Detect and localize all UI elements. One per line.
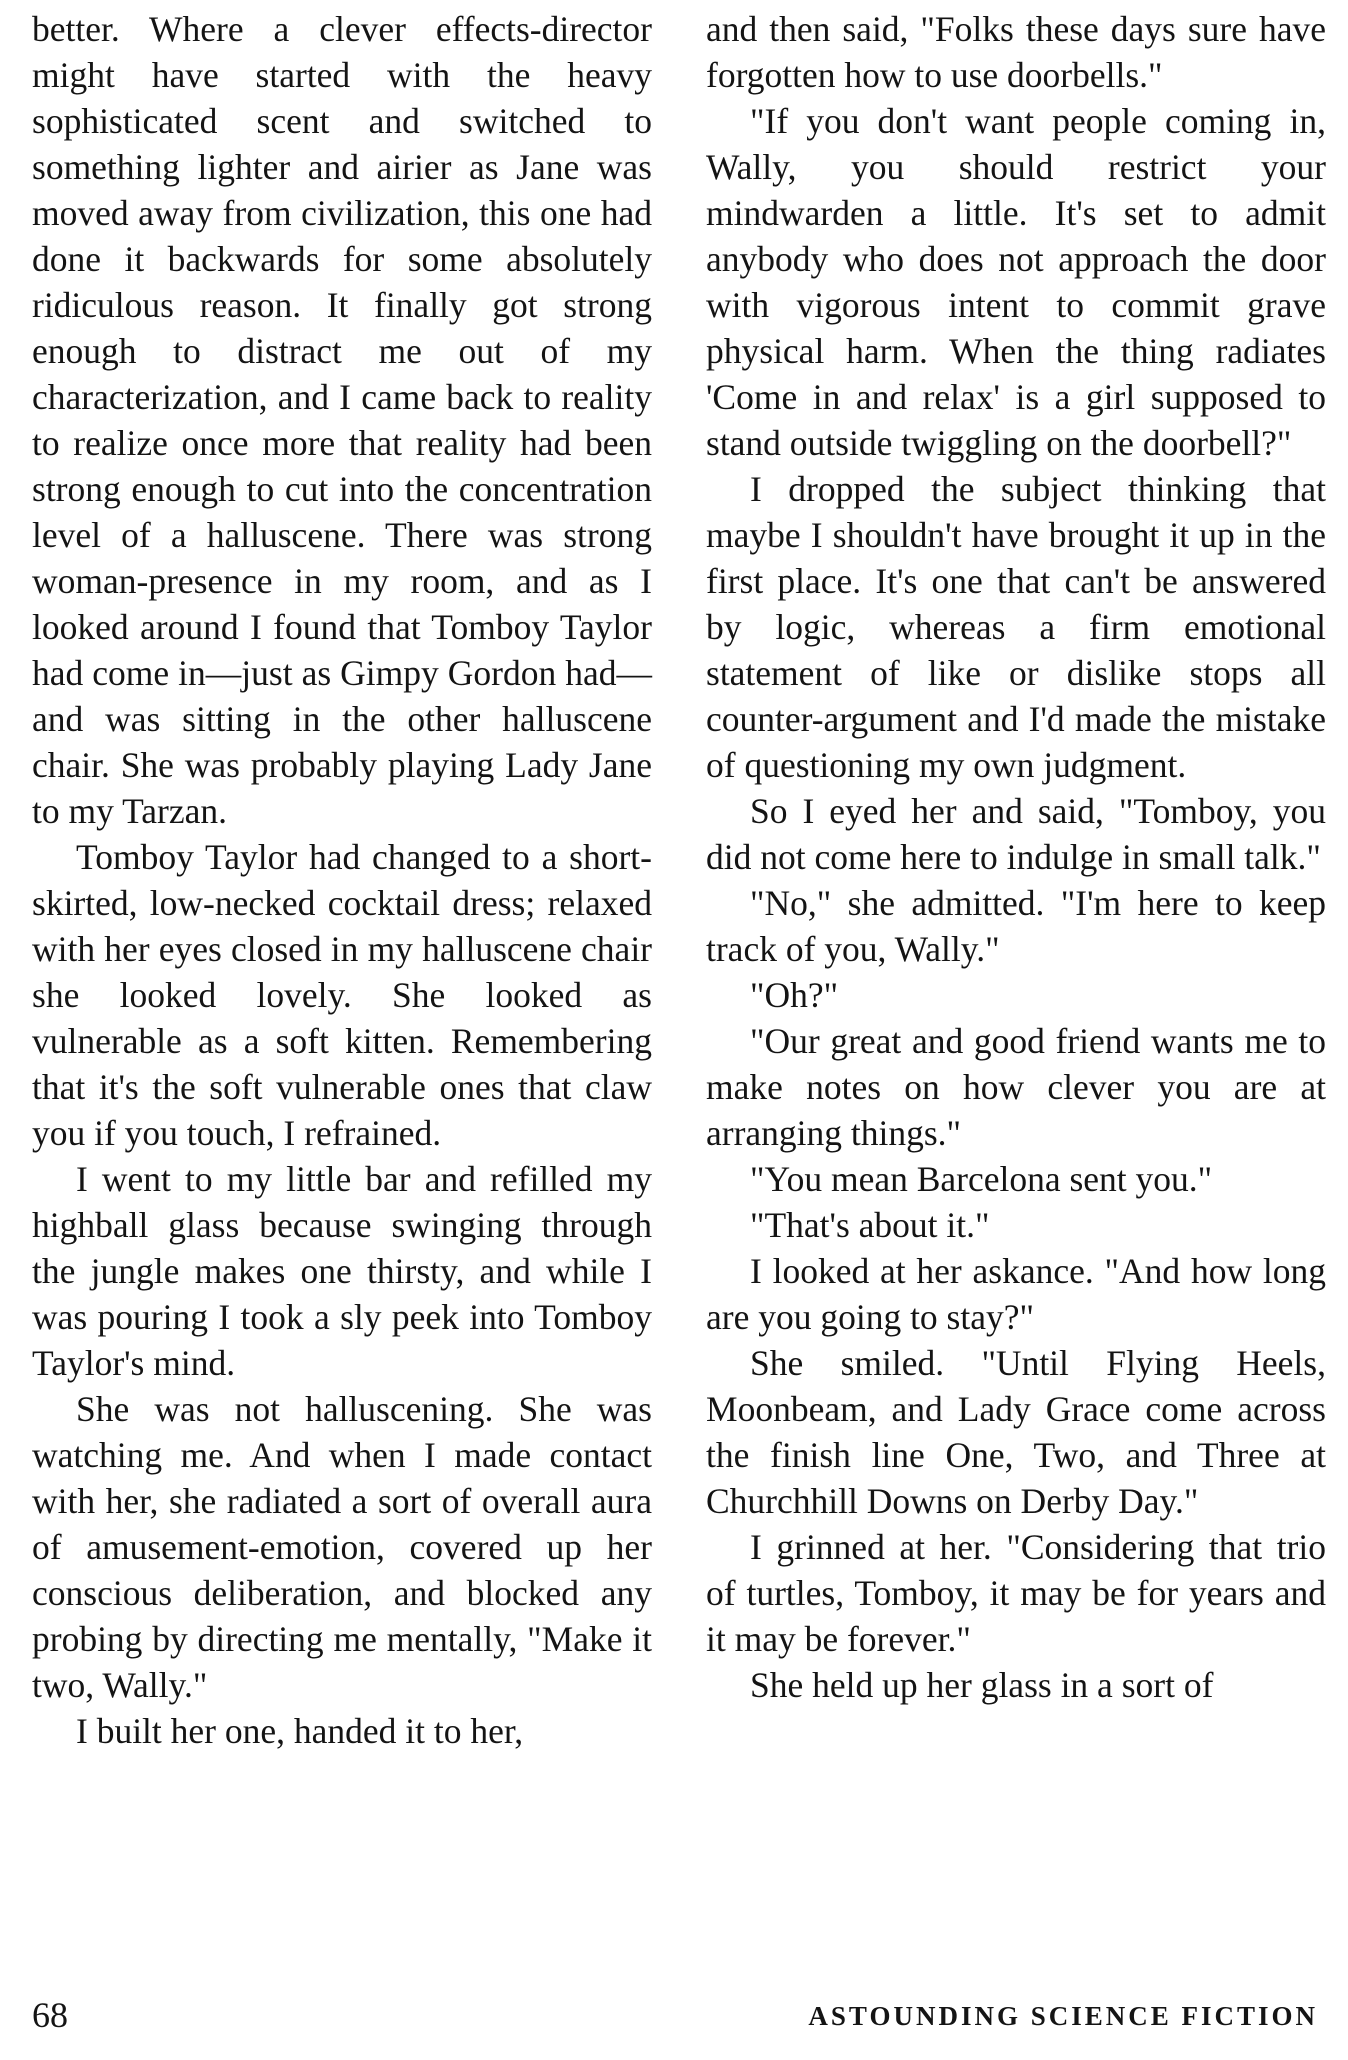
paragraph: I looked at her askance. "And how long are you going to stay?": [706, 1251, 1326, 1337]
page-footer: [0, 1992, 1348, 2042]
paragraph: better. Where a clever effects-director might have started with the heavy sophisticated scent and switched to something lighter and airier as Jane was moved away from civilization, this one had done it backwards for some absolutely ridiculous reason. It finally got strong enough to distract me out of my characterization, and I came back to reality to realize once more that reality had been strong enough to cut into the concentration level of a halluscene. There was strong woman-presence in my room, and as I looked around I found that Tomboy Taylor had come in—just as Gimpy Gordon had—and was sitting in the other halluscene chair. She was probably playing Lady Jane to my Tarzan.: [32, 9, 652, 831]
right-column: [706, 6, 1326, 1708]
paragraph: "Oh?": [750, 975, 839, 1015]
paragraph: She held up her glass in a sort of: [750, 1665, 1214, 1705]
paragraph: I went to my little bar and refilled my highball glass because swinging through the jungle makes one thirsty, and while I was pouring I took a sly peek into Tomboy Taylor's mind.: [32, 1159, 652, 1383]
paragraph: She was not halluscening. She was watching me. And when I made contact with her, she radiated a sort of overall aura of amusement-emotion, covered up her conscious deliberation, and blocked any probing by directing me mentally, "Make it two, Wally.": [32, 1389, 652, 1705]
paragraph: and then said, "Folks these days sure have forgotten how to use doorbells.": [706, 9, 1326, 95]
page-number: 68: [32, 1995, 68, 2035]
paragraph: Tomboy Taylor had changed to a short-skirted, low-necked cocktail dress; relaxed with her eyes closed in my halluscene chair she looked lovely. She looked as vulnerable as a soft kitten. Remembering that it's the soft vulnerable ones that claw you if you touch, I refrained.: [32, 837, 652, 1153]
left-column: [32, 6, 652, 1754]
paragraph: "You mean Barcelona sent you.": [750, 1159, 1213, 1199]
paragraph: I built her one, handed it to her,: [76, 1711, 524, 1751]
paragraph: "That's about it.": [750, 1205, 990, 1245]
running-title: ASTOUNDING SCIENCE FICTION: [808, 2001, 1318, 2031]
paragraph: So I eyed her and said, "Tomboy, you did not come here to indulge in small talk.": [706, 791, 1326, 877]
paragraph: I grinned at her. "Considering that trio of turtles, Tomboy, it may be for years and it may be forever.": [706, 1527, 1326, 1659]
paragraph: I dropped the subject thinking that maybe I shouldn't have brought it up in the first place. It's one that can't be answered by logic, whereas a firm emotional statement of like or dislike stops all counter-argument and I'd made the mistake of questioning my own judgment.: [706, 469, 1326, 785]
paragraph: "Our great and good friend wants me to make notes on how clever you are at arranging things.": [706, 1021, 1326, 1153]
paragraph: "No," she admitted. "I'm here to keep track of you, Wally.": [706, 883, 1326, 969]
paragraph: She smiled. "Until Flying Heels, Moonbeam, and Lady Grace come across the finish line One, Two, and Three at Churchhill Downs on Derby Day.": [706, 1343, 1326, 1521]
paragraph: "If you don't want people coming in, Wally, you should restrict your mindwarden a little. It's set to admit anybody who does not approach the door with vigorous intent to commit grave physical harm. When the thing radiates 'Come in and relax' is a girl supposed to stand outside twiggling on the doorbell?": [706, 101, 1326, 463]
